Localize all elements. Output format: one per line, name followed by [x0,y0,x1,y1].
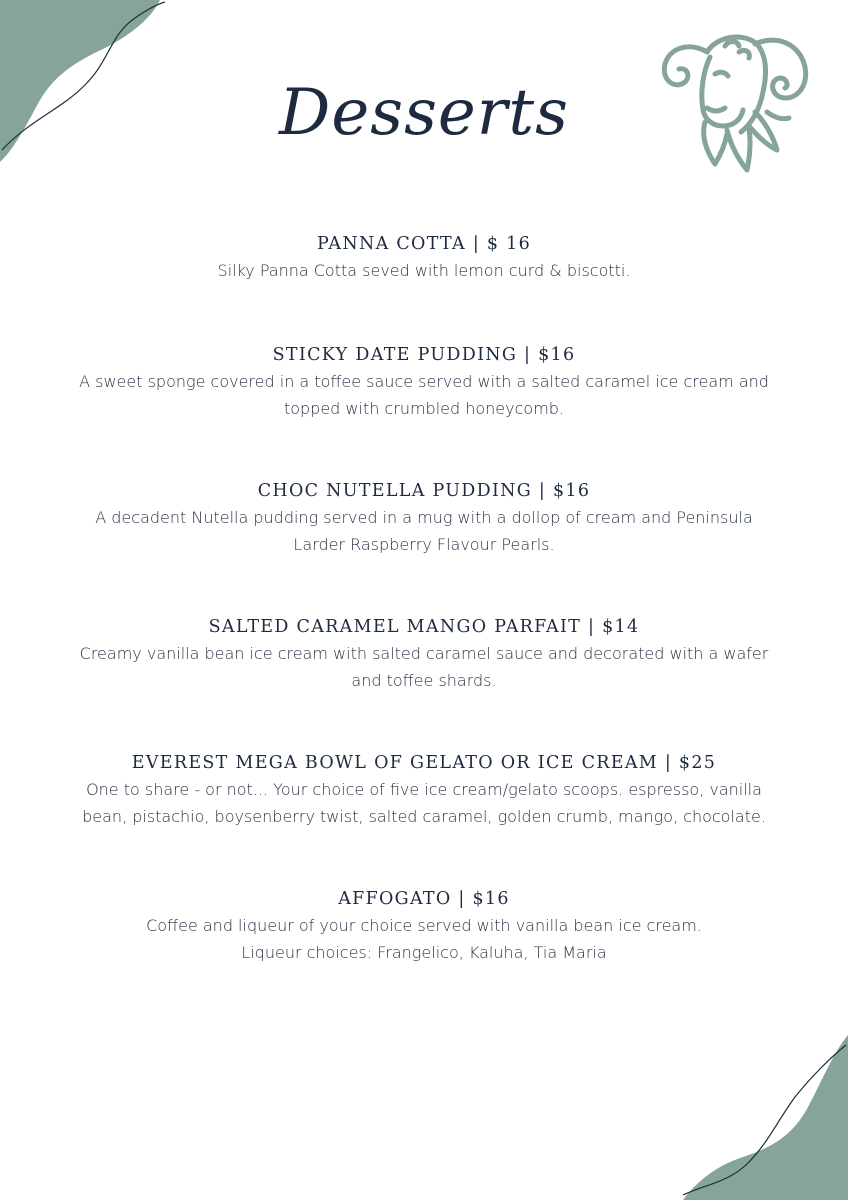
menu-item-description: Creamy vanilla bean ice cream with salted caramel sauce and decorated with a wafer and toffee shards. [79,644,769,690]
menu-item [20,233,828,284]
menu-item [20,752,828,830]
menu-item-description: One to share - or not... Your choice of five ice cream/gelato scoops. espresso, vanilla bean, pistachio, boysenberry twist, salted caramel, golden crumb, mango, chocolate. [82,780,766,826]
menu-item-name: PANNA COTTA | $ 16 [316,234,532,254]
menu-item-name: CHOC NUTELLA PUDDING | $16 [257,481,591,501]
menu-item-name: STICKY DATE PUDDING | $16 [272,345,576,365]
menu-item-name: EVEREST MEGA BOWL OF GELATO OR ICE CREAM | $25 [131,753,717,773]
menu-item-name: AFFOGATO | $16 [338,889,510,909]
page-title: Desserts [279,76,569,150]
menu-item-description: Silky Panna Cotta seved with lemon curd & biscotti. [217,261,631,280]
corner-decoration-bottom-right [683,1035,848,1200]
menu-item [20,344,828,422]
menu-item [20,480,828,558]
ram-head-icon [655,22,815,177]
menu-item-description: A decadent Nutella pudding served in a mug with a dollop of cream and Peninsula Larder Raspberry Flavour Pearls. [95,508,753,554]
menu-item [20,616,828,694]
menu-item-name: SALTED CARAMEL MANGO PARFAIT | $14 [208,617,640,637]
menu-item-description: A sweet sponge covered in a toffee sauce served with a salted caramel ice cream and topped with crumbled honeycomb. [79,372,769,418]
menu-item [20,888,828,966]
menu-item-description: Coffee and liqueur of your choice served with vanilla bean ice cream. Liqueur choices: Frangelico, Kaluha, Tia Maria [146,916,702,962]
